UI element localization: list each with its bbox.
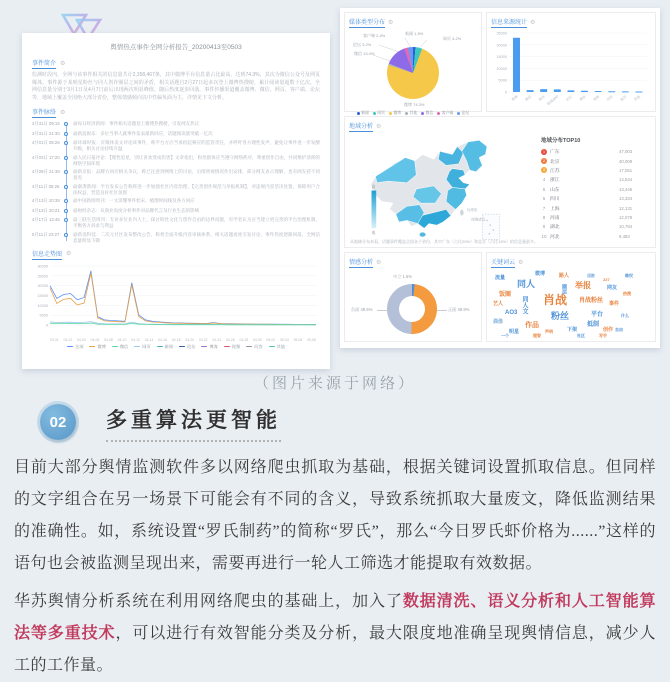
svg-text:博客: 博客 <box>578 94 587 102</box>
cloud-word: 同人 <box>517 279 536 289</box>
legend-item <box>157 344 173 350</box>
svg-text:5000: 5000 <box>39 313 48 318</box>
legend-label: 论坛 <box>187 343 196 349</box>
report-screenshot <box>22 33 330 369</box>
trend-chart-legend <box>32 344 320 350</box>
ranking-row <box>541 147 651 156</box>
svg-text:微博: 微博 <box>510 94 519 102</box>
rank-badge: 2 <box>542 158 546 164</box>
legend-label: 客户端 <box>441 111 454 115</box>
cloud-word: 事件 <box>609 301 620 307</box>
legend-label: 新闻 <box>361 111 369 115</box>
legend-label: 微博 <box>97 343 106 349</box>
timeline-dot <box>64 209 68 213</box>
svg-text:5000: 5000 <box>498 78 507 83</box>
cloud-word: 社区 <box>577 333 585 338</box>
svg-text:10000: 10000 <box>496 66 507 71</box>
gear-icon: ⚙ <box>388 19 394 26</box>
gear-icon: ⚙ <box>60 60 66 67</box>
body-paragraph-2 <box>14 586 656 682</box>
legend-item <box>269 344 285 350</box>
legend-item <box>246 344 262 350</box>
svg-text:30000: 30000 <box>37 264 48 268</box>
bar-card-title: 信息来源统计 <box>491 17 527 28</box>
cloud-word: 理智 <box>533 333 541 338</box>
cloud-word: 抵制 <box>587 322 600 328</box>
timeline-entry <box>32 184 320 196</box>
timeline-entry <box>32 131 320 138</box>
svg-text:网页: 网页 <box>538 94 546 102</box>
region-value: 47,003 <box>619 149 633 155</box>
dashboard-screenshot <box>340 8 660 348</box>
trend-line-chart <box>32 263 320 333</box>
pie-callout-label: 论坛 3.2% <box>353 42 372 47</box>
region-name: 江苏 <box>550 168 560 174</box>
legend-dot <box>357 112 360 115</box>
x-tick-label: 05-08 <box>307 337 316 342</box>
rank-number: 8 <box>542 214 546 220</box>
section-heading <box>40 404 281 442</box>
timeline-date: 4月11日 05:26 <box>32 183 60 189</box>
x-tick-label: 04-22 <box>198 337 208 342</box>
legend-swatch <box>246 346 252 347</box>
region-value: 13,334 <box>619 196 633 202</box>
cloud-card-header <box>491 257 651 268</box>
cloud-word: 艺人 <box>493 301 504 307</box>
legend-label: 论坛 <box>461 111 470 115</box>
paragraph2-prefix: 华苏舆情分析系统在利用网络爬虫的基础上，加入了 <box>14 593 403 610</box>
cloud-word: 肖战粉丝 <box>579 298 604 304</box>
cloud-word: 自由 <box>615 327 623 332</box>
legend-label: 微博 <box>393 111 402 115</box>
timeline-date: 3月31日 09:15 <box>32 121 60 126</box>
svg-text:新闻APP: 新闻APP <box>546 94 560 107</box>
cloud-word: 流量 <box>495 275 506 281</box>
source-bar-card <box>486 12 656 112</box>
timeline-date: 3月31日 21:30 <box>32 130 60 136</box>
ranking-row <box>541 213 651 222</box>
rank-number: 4 <box>542 177 546 183</box>
x-tick-label: 04-28 <box>239 337 249 342</box>
region-name: 四川 <box>550 197 560 203</box>
media-type-pie <box>387 47 439 99</box>
timeline-text: @新京报：品牌方回应相关争议，称已注意到网络上的讨论，后续将视情况作出安排，部分网友表示理解，也有网友持不同意见 <box>73 169 320 180</box>
report-section-intro <box>32 58 320 69</box>
legend-label: 其他 <box>276 343 285 349</box>
legend-label: 博客 <box>209 343 218 349</box>
ranking-row <box>541 203 651 212</box>
region-ranking-title: 地域分布TOP10 <box>541 138 581 144</box>
legend-swatch <box>224 346 230 347</box>
rank-badge: 3 <box>542 167 546 173</box>
svg-text:25000: 25000 <box>37 273 48 278</box>
map-note-text: 从地域分布来看，话题事件覆盖全国各个省份，其中广东（占比20%）和北京（占比13%）的信息量最多。 <box>350 239 539 244</box>
cloud-word: 明星 <box>509 329 520 335</box>
gear-icon: ⚙ <box>518 259 524 266</box>
keyword-cloud-card <box>486 252 656 342</box>
gear-icon: ⚙ <box>376 259 382 266</box>
donut-leader-line <box>377 310 387 311</box>
timeline-date: 4月09日 21:38 <box>32 169 60 174</box>
sentiment-donut-card <box>344 252 482 342</box>
pie-callout-label: 网页 4.2% <box>443 36 462 41</box>
ranking-row <box>541 222 651 231</box>
timeline-text: @财经杂志：从商业角度分析事件对品牌代言及行业生态的影响 <box>73 207 200 213</box>
report-section-trend <box>32 249 320 260</box>
gear-icon: ⚙ <box>530 19 536 26</box>
region-name: 北京 <box>550 159 560 165</box>
legend-item <box>67 344 83 350</box>
cloud-word: 声明 <box>545 329 553 334</box>
legend-label: 网页 <box>142 343 151 349</box>
timeline-text: @新浪娱乐：多位当事人就事件发表最新回应，话题阅读量突破一亿次 <box>73 130 213 136</box>
legend-dot <box>389 112 392 115</box>
timeline-dot <box>64 170 68 174</box>
legend-swatch <box>179 346 185 347</box>
legend-label: 微信 <box>119 343 129 349</box>
region-value: 10,784 <box>619 224 633 230</box>
timeline-entry <box>32 140 320 152</box>
cloud-word: 作品 <box>525 322 539 329</box>
cloud-word: 偶像 <box>493 319 504 325</box>
timeline-text: @中国新闻周刊：一文读懂事件始末，梳理时间线及各方回应 <box>73 198 195 203</box>
report-section-timeline <box>32 107 320 118</box>
cloud-word: AO3 <box>505 310 518 316</box>
svg-text:0: 0 <box>504 90 507 95</box>
x-tick-label: 05-06 <box>293 337 303 342</box>
pie-chart-area <box>349 30 477 116</box>
x-tick-label: 04-10 <box>117 337 127 342</box>
legend-label: 网页 <box>377 111 385 115</box>
region-name: 河北 <box>550 234 560 240</box>
map-card-header <box>349 121 651 132</box>
timeline-text: @新浪科技：二次元社区发布整改公告，称将全面升级内容审核体系，相关话题再度引发讨论，事件热度逐渐回落，全网信息量明显下降 <box>73 231 320 243</box>
cloud-word: 路人 <box>559 273 570 279</box>
rank-badge: 1 <box>542 148 546 154</box>
svg-text:微信: 微信 <box>524 94 533 102</box>
legend-item <box>179 344 195 350</box>
legend-label: 全部 <box>75 343 84 349</box>
legend-label: 问答 <box>254 343 263 349</box>
legend-label: 视频 <box>231 343 241 349</box>
rank-number: 10 <box>541 233 547 239</box>
cloud-word: 下架 <box>567 327 578 333</box>
legend-swatch <box>67 346 73 347</box>
cloud-word: 写手 <box>599 333 607 338</box>
pie-callout-label: 微信 13.4% <box>354 51 375 56</box>
cloud-word: 道歉 <box>587 273 595 278</box>
cloud-word: 227 <box>603 277 610 282</box>
timeline-dot <box>64 218 68 222</box>
ranking-row <box>541 156 651 165</box>
gear-icon: ⚙ <box>376 123 382 130</box>
legend-high-label: 高 <box>371 184 376 190</box>
x-tick-label: 04-08 <box>104 337 113 342</box>
timeline-text: @澎湃新闻：平台发布公告称将进一步加强社区内容治理，【完善创作规范与举报机制】，对违规内容坚决处置，保障用户合法权益，营造良好社区氛围 <box>73 183 320 195</box>
timeline-entry <box>32 155 320 167</box>
cloud-word: 网友 <box>607 285 618 291</box>
legend-dot <box>437 112 440 115</box>
svg-text:20000: 20000 <box>496 43 507 48</box>
x-tick-label: 04-18 <box>171 337 181 342</box>
region-name: 广东 <box>550 150 560 156</box>
rank-number: 9 <box>542 224 546 230</box>
timeline-date: 4月13日 20:21 <box>32 207 60 213</box>
bar-card-header <box>491 17 651 28</box>
cloud-word: 同人文 <box>521 296 527 314</box>
svg-text:报刊: 报刊 <box>619 94 628 102</box>
timeline-entry <box>32 121 320 128</box>
x-tick-label: 04-26 <box>225 337 235 342</box>
region-value: 40,009 <box>619 158 633 164</box>
body-paragraph-1: 目前大部分舆情监测软件多以网络爬虫抓取为基础，根据关键词设置抓取信息。但同样的文字组合在另一场景下可能会有不同的含义，导致系统抓取大量废文，降低监测结果的准确性。如，系统设置“罗氏制药”的简称“罗氏”，那么“今日罗氏虾价格为......”这样的语句也会被监测呈现出来，需要再进行一轮人工筛选才能提取有效数据。 <box>14 459 656 572</box>
timeline-dot <box>64 132 68 136</box>
donut-leader-line <box>437 310 447 311</box>
sentiment-donut <box>387 284 437 334</box>
x-tick-label: 04-06 <box>90 337 100 342</box>
legend-item <box>112 344 128 350</box>
svg-text:视频: 视频 <box>592 94 601 102</box>
timeline-dot <box>64 185 68 189</box>
ranking-row <box>541 166 651 175</box>
paragraph2-suffix: ，可以进行有效智能分类及分析，最大限度地准确呈现舆情信息，减少人工的工作量。 <box>14 625 656 674</box>
timeline-date: 4月01日 05:26 <box>32 140 60 145</box>
event-intro-text: 监测时段内，全网与该事件相关的信息量共计2,358,467条，其中微博平台信息量占比最高，达到74.3%，其次为微信公众号及网页媒体。事件源于某明星粉丝与同人创作圈层之间的矛盾，相关话题自2月27日起多次登上微博热搜榜，累计阅读量超数十亿次。全网信息量分别于3月1日及4月7日前后出现两次明显峰值，随后热度逐步回落。事件传播渠道覆盖微博、微信、网页、客户端、论坛等，地域上覆盖全国绝大部分省份，整体情感倾向以中性偏负面为主，详情见下文分析。 <box>32 72 320 101</box>
x-tick-label: 03-31 <box>50 337 59 342</box>
donut-label: 正面 48.9% <box>448 307 470 312</box>
inset-label: 南海诸岛 <box>471 217 486 222</box>
x-tick-label: 04-04 <box>77 337 86 342</box>
pie-callout-label: 微博 74.3% <box>404 102 425 107</box>
x-tick-label: 05-02 <box>266 337 276 342</box>
map-card-title: 地域分析 <box>349 121 373 132</box>
region-ranking-rows <box>541 147 651 241</box>
x-tick-label: 04-30 <box>252 337 262 342</box>
event-timeline <box>32 121 320 244</box>
legend-dot <box>457 112 460 115</box>
section-number-badge: 02 <box>40 404 76 440</box>
timeline-date: 4月13日 20:38 <box>32 198 60 203</box>
cloud-word: 一个 <box>501 333 509 338</box>
region-ranking <box>537 134 651 246</box>
region-value: 12,131 <box>619 205 633 211</box>
timeline-entry <box>32 169 320 181</box>
legend-swatch <box>269 346 275 347</box>
timeline-dot <box>64 199 68 203</box>
region-name: 上海 <box>550 206 560 212</box>
map-and-ranking <box>349 134 651 246</box>
legend-swatch <box>201 346 207 347</box>
donut-chart-area <box>349 270 477 344</box>
timeline-entry <box>32 217 320 229</box>
svg-text:问答: 问答 <box>606 94 614 102</box>
cloud-word: 肖战 <box>543 293 568 307</box>
timeline-dot <box>64 156 68 160</box>
legend-dot <box>373 112 376 115</box>
donut-label: 负面 49.5% <box>351 307 373 312</box>
legend-dot <box>421 112 424 115</box>
x-tick-label: 04-24 <box>212 337 222 342</box>
timeline-text: @三联生活周刊：专访多位业内人士，探讨粉丝文化与创作自由的边界问题，有学者认为应当建立更完善的平台治理机制，平衡各方诉求与利益 <box>73 217 320 228</box>
ranking-row <box>541 185 651 194</box>
legend-dot <box>405 112 408 115</box>
media-type-pie-card <box>344 12 482 115</box>
china-choropleth-map <box>349 134 537 244</box>
timeline-text: @每日经济新闻：事件相关话题登上微博热搜榜，引发网友热议 <box>73 121 200 126</box>
timeline-entry <box>32 208 320 215</box>
cloud-word: 平台 <box>591 312 604 318</box>
source-bar-chart <box>491 30 649 114</box>
region-name: 湖北 <box>550 225 560 231</box>
svg-text:0: 0 <box>45 323 48 327</box>
cloud-word: 热搜 <box>623 291 631 296</box>
trend-x-axis-labels <box>32 338 320 342</box>
timeline-text: @环球时报：有媒体发文评论该事件，称平台方应当承担起相应的监管责任，并呼吁各方理性发声，避免让事件进一步发酵升级，相关讨论持续升温 <box>73 140 320 151</box>
timeline-date: 4月03日 17:20 <box>32 154 60 160</box>
pie-callout-label: 客户端 2.4% <box>363 33 386 38</box>
trend-section-label: 信息走势图 <box>32 249 62 260</box>
taiwan-label: 台湾省 <box>466 208 478 212</box>
cloud-word: 创作 <box>603 327 614 333</box>
donut-label: 中立 1.6% <box>393 274 413 279</box>
donut-card-header <box>349 257 477 268</box>
legend-item <box>224 344 240 350</box>
legend-label: 微信 <box>425 111 434 115</box>
svg-text:15000: 15000 <box>496 55 507 60</box>
x-tick-label: 04-12 <box>131 337 140 342</box>
timeline-entry <box>32 198 320 205</box>
legend-label: 新闻 <box>164 343 173 349</box>
cloud-word: 饭圈 <box>499 292 512 298</box>
region-value: 9,483 <box>619 233 630 239</box>
legend-item <box>134 344 150 350</box>
svg-text:10000: 10000 <box>37 303 48 308</box>
rank-number: 5 <box>542 186 546 192</box>
rank-number: 7 <box>542 205 546 211</box>
legend-swatch <box>157 346 163 347</box>
svg-text:15000: 15000 <box>37 293 48 298</box>
pie-callout-label: 新闻 1.5% <box>405 31 424 36</box>
svg-text:20000: 20000 <box>37 283 48 288</box>
intro-section-label: 事件简介 <box>32 58 56 69</box>
cloud-word: 什么 <box>621 313 629 318</box>
map-color-legend <box>372 191 377 229</box>
cloud-word: 圈层 <box>561 284 567 294</box>
timeline-dot <box>64 122 68 126</box>
region-map-card <box>344 116 656 248</box>
cloud-word: 粉丝 <box>551 311 570 321</box>
x-tick-label: 04-20 <box>185 337 194 342</box>
gear-icon: ⚙ <box>66 251 72 257</box>
section-title: 多重算法更智能 <box>106 410 281 442</box>
rank-number: 6 <box>542 196 546 202</box>
region-value: 13,445 <box>619 186 633 192</box>
legend-swatch <box>89 346 95 347</box>
timeline-date: 5月11日 23:27 <box>32 231 60 237</box>
timeline-text: @人民日报评论：【理性追星，别让喜欢变成伤害】文章指出，粉丝群体应当遵守网络秩序，尊重创作自由，共同维护清朗的网络空间环境 <box>73 154 320 166</box>
paragraph2-highlight: 数据清洗、语义分析和人工智能算法等多重技术 <box>14 593 656 642</box>
cloud-word: 维权 <box>625 273 633 278</box>
region-name: 河南 <box>550 215 560 221</box>
legend-low-label: 低 <box>371 229 376 235</box>
region-value: 14,544 <box>619 177 633 183</box>
legend-swatch <box>112 346 118 347</box>
keyword-cloud <box>491 270 651 344</box>
timeline-date: 4月17日 13:46 <box>32 217 60 222</box>
region-value: 17,051 <box>619 167 633 173</box>
pie-card-header <box>349 17 477 28</box>
report-title: 舆情热点事件全网分析报告_20200413至0503 <box>110 44 242 51</box>
svg-text:其他: 其他 <box>633 94 642 102</box>
ranking-row <box>541 175 651 184</box>
timeline-dot <box>64 141 68 145</box>
x-tick-label: 04-02 <box>63 337 73 342</box>
x-tick-label: 04-14 <box>144 337 154 342</box>
ranking-row <box>541 194 651 203</box>
cloud-word: 举报 <box>575 281 591 290</box>
region-value: 12,078 <box>619 214 633 220</box>
legend-item <box>89 344 105 350</box>
legend-swatch <box>134 346 140 347</box>
legend-item <box>201 344 217 350</box>
image-caption: （图片来源于网络） <box>253 375 416 392</box>
region-name: 山东 <box>550 187 560 193</box>
legend-label: 其他 <box>409 111 418 115</box>
gear-icon: ⚙ <box>60 109 66 116</box>
ranking-row <box>541 232 651 241</box>
donut-card-title: 情感分析 <box>349 257 373 268</box>
timeline-section-label: 事件脉络 <box>32 107 56 118</box>
svg-text:25000: 25000 <box>496 31 507 36</box>
timeline-dot <box>64 233 68 237</box>
x-tick-label: 04-16 <box>158 337 167 342</box>
timeline-entry <box>32 232 320 244</box>
pie-card-title: 媒体类型分布 <box>349 17 385 28</box>
region-name: 浙江 <box>550 178 560 184</box>
cloud-word: 微博 <box>535 271 546 277</box>
x-tick-label: 05-04 <box>280 337 289 342</box>
cloud-card-title: 关键词云 <box>491 257 515 268</box>
svg-text:论坛: 论坛 <box>565 94 574 102</box>
